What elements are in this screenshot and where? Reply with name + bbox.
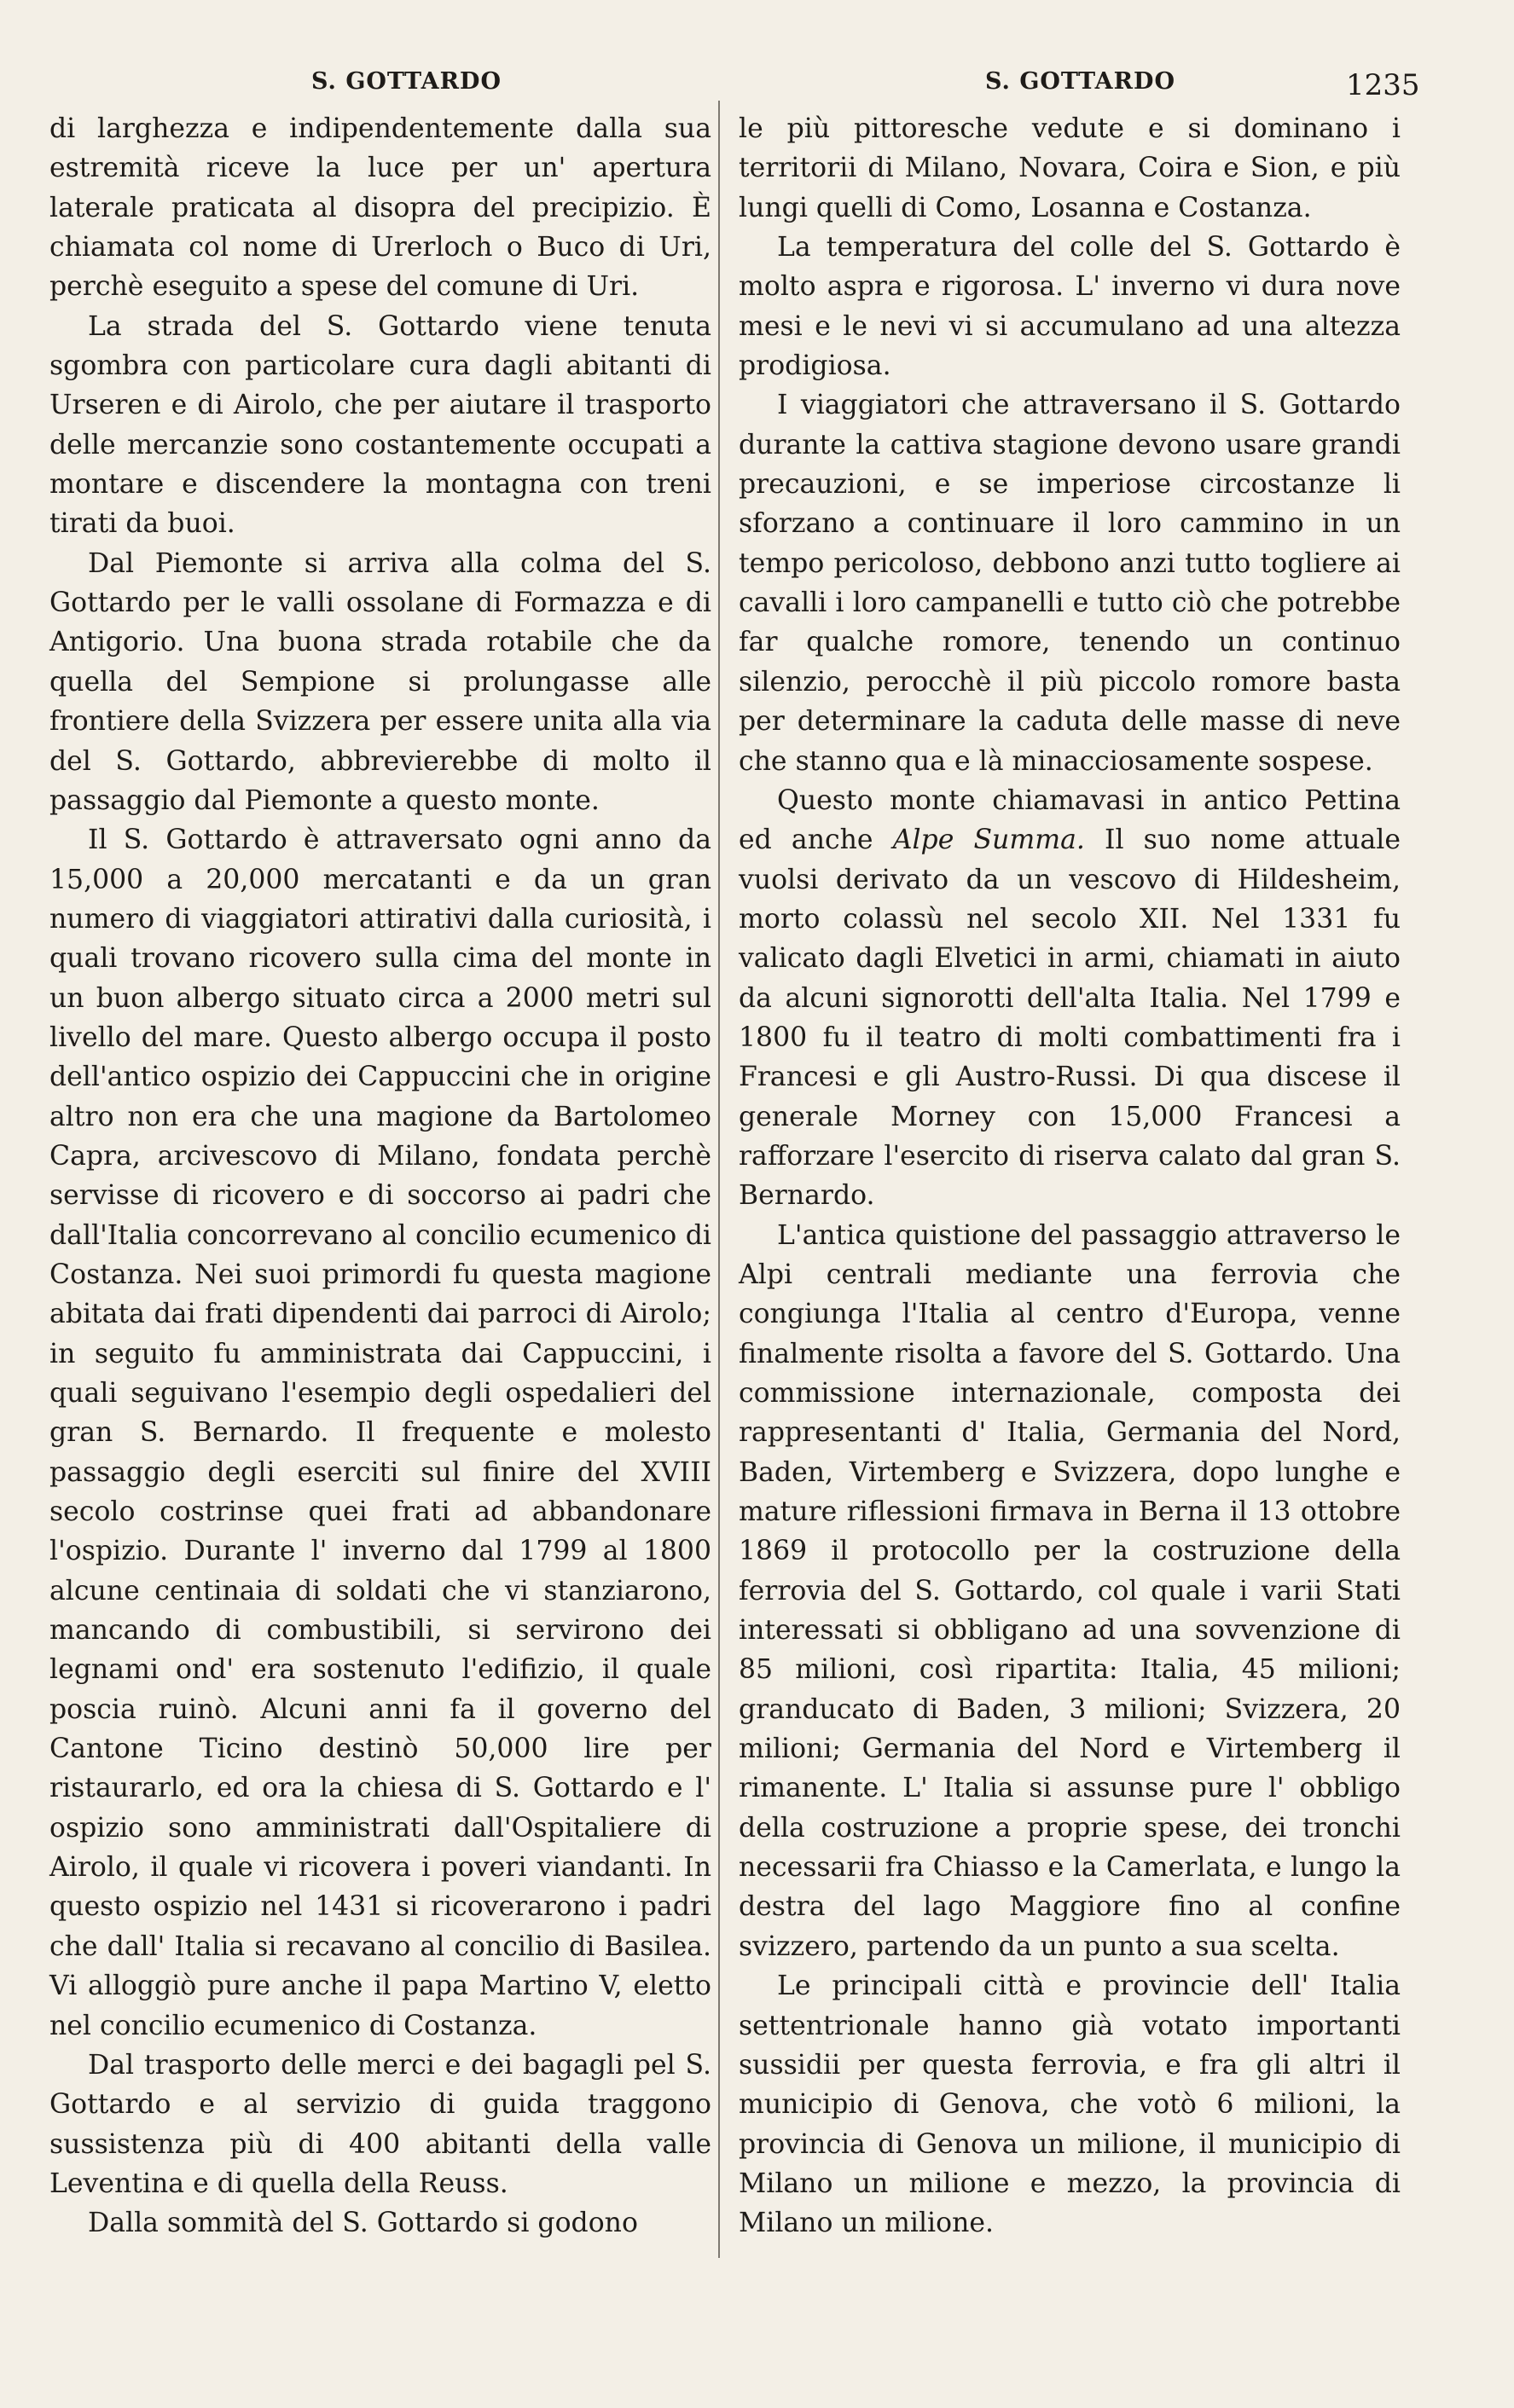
italic-term: Alpe Summa. [892,825,1085,856]
page-number: 1235 [1346,68,1420,102]
paragraph [739,781,1401,1216]
paragraph: La strada del S. Gottardo viene tenuta sgombra con particolare cura dagli abitanti di Urseren e di Airolo, che per aiutare il trasporto delle mercanzie sono costantemente occupati a montare e discendere la montagna con treni tirati da buoi. [49,310,711,540]
paragraph: Il S. Gottardo è attraversato ogni anno da 15,000 a 20,000 mercatanti e da un gran numero di viaggiatori attirativi dalla curiosità, i quali trovano ricovero sulla cima del monte in un buon albergo situato circa a 2000 metri sul livello del mare. Questo albergo occupa il posto dell'antico ospizio dei Cappuccini che in origine altro non era che una magione da Bartolomeo Capra, arcivescovo di Milano, fondata perchè servisse di ricovero e di soccorso ai padri che dall'Italia concorrevano al concilio ecumenico di Costanza. Nei suoi primordi fu questa magione abitata dai frati dipendenti dai parroci di Airolo; in seguito fu amministrata dai Cappuccini, i quali seguivano l'esempio degli ospedalieri del gran S. Bernardo. Il frequente e molesto passaggio degli eserciti sul finire del XVIII secolo costrinse quei frati ad abbandonare l'ospizio. Durante l' inverno dal 1799 al 1800 alcune centinaia di soldati che vi stanziarono, mancando di combustibili, si servirono dei legnami ond' era sostenuto l'edifizio, il quale poscia ruinò. Alcuni anni fa il governo del Cantone Ticino destinò 50,000 lire per ristaurarlo, ed ora la chiesa di S. Gottardo e l' ospizio sono amministrati dall'Ospitaliere di Airolo, il quale vi ricovera i poveri viandanti. In questo ospizio nel 1431 si ricoverarono i padri che dall' Italia si recavano al concilio di Basilea. Vi alloggiò pure anche il papa Martino V, eletto nel concilio ecumenico di Costanza. [49,825,711,2041]
paragraph: Dalla sommità del S. Gottardo si godono [88,2208,638,2239]
paragraph-text: Il suo nome attuale vuolsi derivato da un vescovo di Hildesheim, morto colassù nel secolo XII. Nel 1331 fu valicato dagli Elvetici in armi, chiamati in aiuto da alcuni signorotti dell'alta Italia. Nel 1799 e 1800 fu il teatro di molti combattimenti fra i Francesi e gli Austro-Russi. Di qua discese il generale Morney con 15,000 Francesi a rafforzare l'esercito di riserva calato dal gran S. Bernardo. [739,825,1401,1212]
running-header-left: S. GOTTARDO [311,68,502,95]
paragraph: Dal Piemonte si arriva alla colma del S. Gottardo per le valli ossolane di Formazza e di Antigorio. Una buona strada rotabile che da quella del Sempione si prolungasse alle frontiere della Svizzera per essere unita alla via del S. Gottardo, abbrevierebbe di molto il passaggio dal Piemonte a questo monte. [49,547,711,816]
paragraph: Le principali città e provincie dell' Italia settentrionale hanno già votato importanti sussidii per questa ferrovia, e fra gli altri il municipio di Genova, che votò 6 milioni, la provincia di Genova un milione, il municipio di Milano un milione e mezzo, la provincia di Milano un milione. [739,1971,1401,2239]
paragraph: di larghezza e indipendentemente dalla sua estremità riceve la luce per un' apertura laterale praticata al disopra del precipizio. È chiamata col nome di Urerloch o Buco di Uri, perchè eseguito a spese del comune di Uri. [49,113,711,303]
running-header-right: S. GOTTARDO [985,68,1175,95]
paragraph-text: Questo monte chiamavasi in antico Pettina ed anche [739,784,1401,856]
paragraph: L'antica quistione del passaggio attraverso le Alpi centrali mediante una ferrovia che congiunga l'Italia al centro d'Europa, venne finalmente risolta a favore del S. Gottardo. Una commissione internazionale, composta dei rappresentanti d' Italia, Germania del Nord, Baden, Virtemberg e Svizzera, dopo lunghe e mature riflessioni firmava in Berna il 13 ottobre 1869 il protocollo per la costruzione della ferrovia del S. Gottardo, col quale i varii Stati interessati si obbligano ad una sovvenzione di 85 milioni, così ripartita: Italia, 45 milioni; granducato di Baden, 3 milioni; Svizzera, 20 milioni; Germania del Nord e Virtemberg il rimanente. L' Italia si assunse pure l' obbligo della costruzione a proprie spese, dei tronchi necessarii fra Chiasso e la Camerlata, e lungo la destra del lago Maggiore fino al confine svizzero, partendo da un punto a sua scelta. [739,1219,1401,1962]
right-column [739,109,1401,2243]
paragraph: Dal trasporto delle merci e dei bagagli pel S. Gottardo e al servizio di guida traggono sussistenza più di 400 abitanti della valle Leventina e di quella della Reuss. [49,2049,711,2199]
paragraph: I viaggiatori che attraversano il S. Gottardo durante la cattiva stagione devono usare grandi precauzioni, e se imperiose circostanze li sforzano a continuare il loro cammino in un tempo pericoloso, debbono anzi tutto togliere ai cavalli i loro campanelli e tutto ciò che potrebbe far qualche romore, tenendo un continuo silenzio, perocchè il più piccolo romore basta per determinare la caduta delle masse di neve che stanno qua e là minacciosamente sospese. [739,390,1401,777]
left-column [49,109,711,2243]
column-divider [718,101,720,2258]
paragraph: La temperatura del colle del S. Gottardo è molto aspra e rigorosa. L' inverno vi dura nove mesi e le nevi vi si accumulano ad una altezza prodigiosa. [739,232,1401,382]
paragraph: le più pittoresche vedute e si dominano i territorii di Milano, Novara, Coira e Sion, e più lungi quelli di Como, Losanna e Costanza. [739,113,1401,223]
